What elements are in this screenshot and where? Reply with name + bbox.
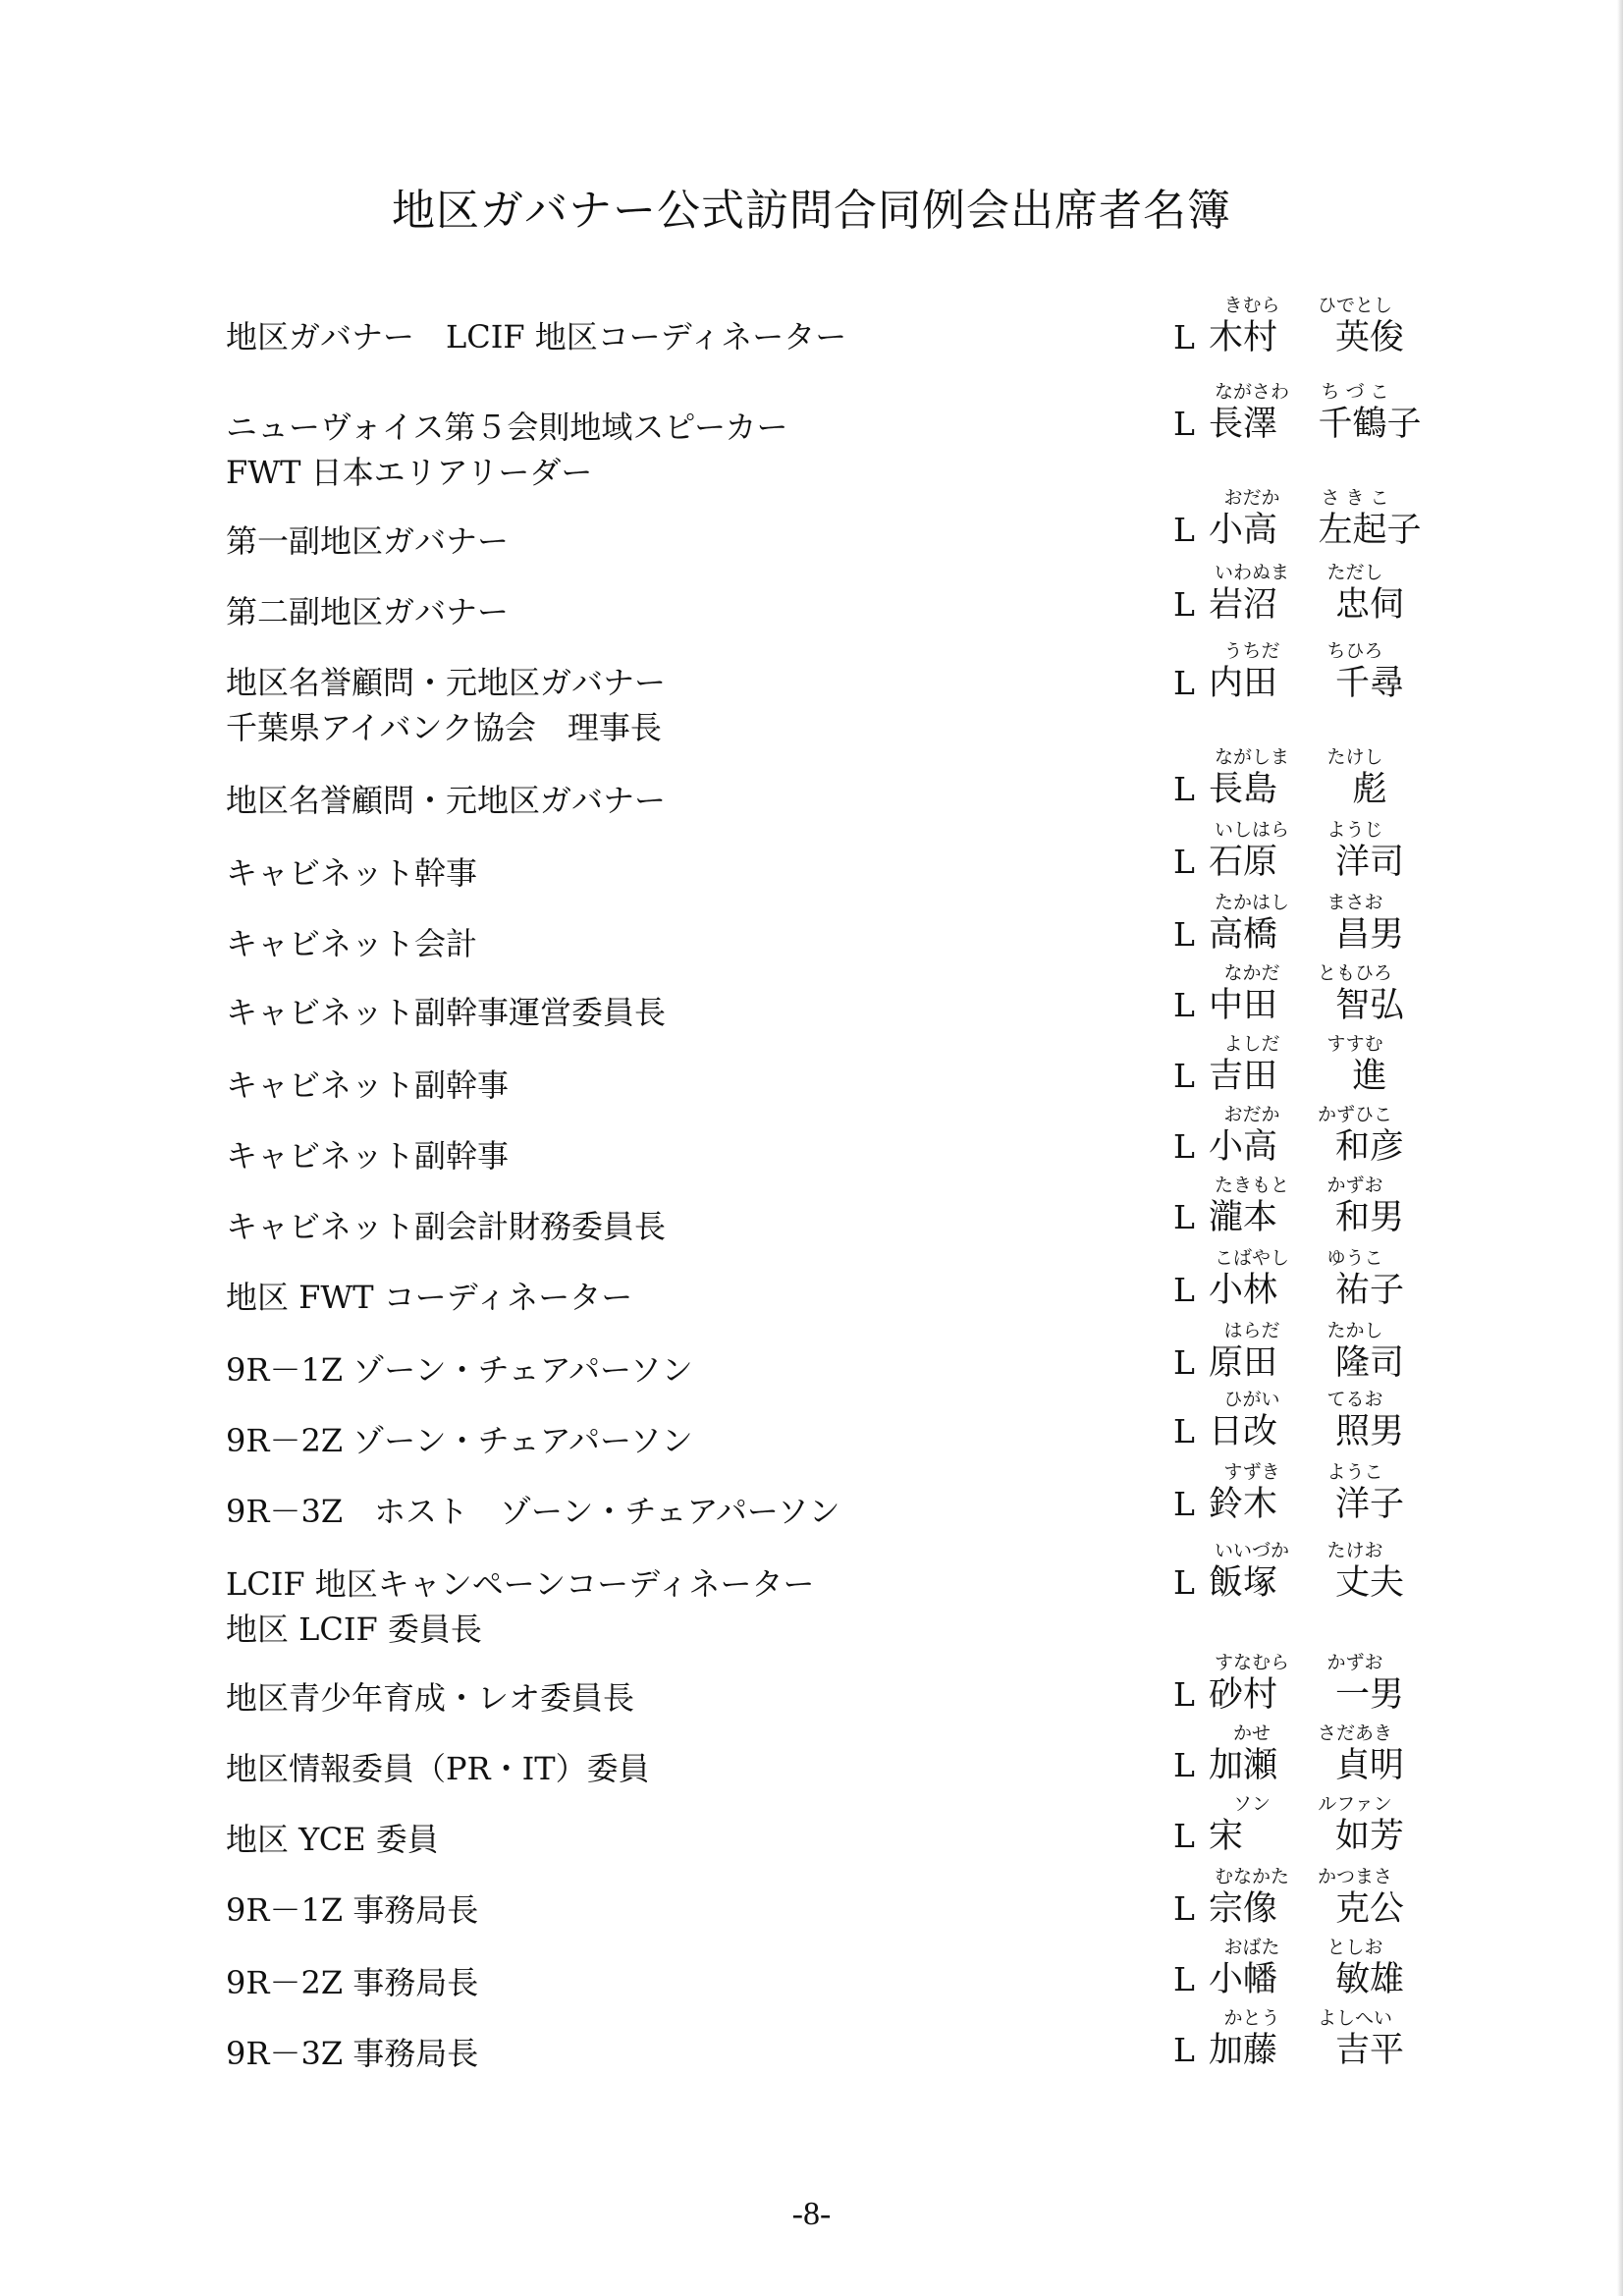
role-title-line: 9R－3Z ホスト ゾーン・チェアパーソン: [226, 1493, 840, 1530]
given-name: 千尋: [1334, 664, 1404, 703]
role-title-line: 9R－3Z 事務局長: [226, 2035, 479, 2072]
role-title-line: 地区名誉顧問・元地区ガバナー: [226, 664, 667, 701]
role-title-line: 千葉県アイバンク協会 理事長: [226, 709, 662, 746]
role-title: [226, 1275, 632, 1320]
family-name-reading: ながさわ: [1214, 381, 1289, 403]
given-name-reading: かずお: [1326, 1175, 1383, 1196]
role-title-line: 9R－1Z ゾーン・チェアパーソン: [226, 1351, 693, 1389]
family-name: 小高: [1209, 511, 1278, 550]
role-title: [226, 990, 666, 1035]
family-name: 岩沼: [1209, 585, 1278, 625]
role-title-line: 第二副地区ガバナー: [226, 593, 510, 630]
role-title-line: 9R－2Z 事務局長: [226, 1964, 479, 2001]
lion-prefix: L: [1173, 1271, 1195, 1309]
family-name: 加瀬: [1209, 1746, 1278, 1785]
given-name: 進: [1352, 1057, 1387, 1096]
role-title-line: キャビネット副幹事: [226, 1066, 510, 1104]
role-title-line: FWT 日本エリアリーダー: [226, 454, 593, 491]
family-name: 日改: [1209, 1412, 1278, 1451]
role-title: [226, 660, 666, 750]
given-name: 洋司: [1334, 843, 1404, 882]
family-name-reading: うちだ: [1223, 640, 1280, 662]
family-name: 長島: [1209, 770, 1278, 809]
given-name-reading: さだあき: [1317, 1722, 1392, 1744]
family-name-reading: ソン: [1232, 1793, 1271, 1815]
family-name: 長澤: [1209, 405, 1278, 444]
given-name-reading: かずお: [1326, 1652, 1383, 1673]
member-name: [1173, 2007, 1429, 2105]
family-name: 飯塚: [1209, 1563, 1278, 1603]
family-name: 中田: [1209, 986, 1278, 1025]
role-title: [226, 1960, 478, 2005]
lion-prefix: L: [1173, 915, 1195, 954]
family-name: 瀧本: [1209, 1198, 1278, 1237]
role-title-line: 第一副地区ガバナー: [226, 522, 510, 560]
given-name-reading: ようじ: [1326, 819, 1383, 841]
given-name: 祐子: [1334, 1271, 1404, 1310]
role-title: [226, 1887, 478, 1933]
family-name: 小幡: [1209, 1960, 1278, 1999]
family-name-reading: いいづか: [1214, 1540, 1289, 1561]
lion-prefix: L: [1173, 585, 1195, 624]
given-name: 一男: [1334, 1675, 1404, 1715]
role-title-line: ニューヴォイス第５会則地域スピーカー: [226, 409, 788, 446]
family-name-reading: ながしま: [1214, 746, 1289, 768]
family-name-reading: ひがい: [1223, 1389, 1280, 1410]
given-name: 和彦: [1334, 1127, 1404, 1167]
family-name-reading: おだか: [1223, 487, 1280, 509]
lion-prefix: L: [1173, 1960, 1195, 1998]
role-title: [226, 850, 477, 896]
lion-prefix: L: [1173, 1675, 1195, 1714]
role-title: [226, 1133, 509, 1178]
given-name-reading: ルファン: [1318, 1793, 1392, 1815]
role-title-line: 地区 LCIF 委員長: [226, 1611, 482, 1648]
member-name: [1173, 295, 1429, 393]
family-name-reading: はらだ: [1223, 1320, 1280, 1341]
member-name: [1173, 640, 1429, 738]
role-title-line: キャビネット会計: [226, 925, 478, 962]
role-title: [226, 1675, 634, 1721]
family-name-reading: すなむら: [1214, 1652, 1289, 1673]
family-name: 宗像: [1209, 1889, 1278, 1929]
lion-prefix: L: [1173, 318, 1195, 356]
given-name-reading: まさお: [1326, 892, 1383, 913]
role-title-line: キャビネット副幹事: [226, 1137, 510, 1175]
given-name-reading: ひでとし: [1317, 295, 1392, 316]
family-name-reading: よしだ: [1223, 1033, 1280, 1055]
given-name: 隆司: [1334, 1343, 1404, 1383]
given-name-reading: かつまさ: [1317, 1866, 1392, 1887]
family-name: 原田: [1209, 1343, 1278, 1383]
given-name: 克公: [1334, 1889, 1404, 1929]
role-title-line: 地区 YCE 委員: [226, 1821, 439, 1858]
member-name: [1173, 381, 1429, 479]
role-title: [226, 405, 787, 495]
lion-prefix: L: [1173, 1746, 1195, 1784]
given-name-reading: すすむ: [1326, 1033, 1383, 1055]
role-title: [226, 921, 477, 966]
lion-prefix: L: [1173, 1127, 1195, 1166]
lion-prefix: L: [1173, 1412, 1195, 1450]
role-title: [226, 1746, 650, 1791]
lion-prefix: L: [1173, 843, 1195, 881]
lion-prefix: L: [1173, 986, 1195, 1024]
role-title-line: 地区情報委員（PR・IT）委員: [226, 1750, 650, 1787]
role-title: [226, 1817, 439, 1862]
given-name: 昌男: [1334, 915, 1404, 955]
given-name: 和男: [1334, 1198, 1404, 1237]
family-name-reading: かとう: [1223, 2007, 1280, 2029]
role-title: [226, 1347, 693, 1393]
role-title-line: 地区名誉顧問・元地区ガバナー: [226, 782, 667, 819]
lion-prefix: L: [1173, 664, 1195, 702]
lion-prefix: L: [1173, 1485, 1195, 1523]
role-title: [226, 2031, 478, 2076]
given-name: 丈夫: [1334, 1563, 1404, 1603]
family-name-reading: おだか: [1223, 1104, 1280, 1125]
role-title-line: 地区 FWT コーディネーター: [226, 1279, 633, 1316]
document-title: 地区ガバナー公式訪問合同例会出席者名簿: [392, 186, 1231, 236]
given-name: 如芳: [1334, 1817, 1404, 1856]
family-name-reading: なかだ: [1223, 962, 1280, 984]
given-name-reading: たけし: [1326, 746, 1383, 768]
family-name-reading: きむら: [1223, 295, 1280, 316]
lion-prefix: L: [1173, 770, 1195, 808]
family-name: 高橋: [1209, 915, 1278, 955]
role-title-line: キャビネット副会計財務委員長: [226, 1208, 667, 1245]
lion-prefix: L: [1173, 511, 1195, 549]
lion-prefix: L: [1173, 1343, 1195, 1382]
given-name: 左起子: [1318, 511, 1422, 550]
role-title: [226, 1561, 815, 1652]
family-name-reading: たきもと: [1214, 1175, 1289, 1196]
given-name-reading: よしへい: [1317, 2007, 1392, 2029]
given-name-reading: たかし: [1326, 1320, 1383, 1341]
given-name: 忠伺: [1334, 585, 1404, 625]
role-title: [226, 589, 509, 634]
role-title: [226, 314, 846, 359]
role-title-line: キャビネット副幹事運営委員長: [226, 994, 667, 1031]
given-name: 彪: [1352, 770, 1387, 809]
given-name-reading: さ き こ: [1321, 487, 1389, 509]
page-number: -8-: [791, 2196, 832, 2232]
given-name-reading: かずひこ: [1317, 1104, 1392, 1125]
given-name: 照男: [1334, 1412, 1404, 1451]
family-name: 小林: [1209, 1271, 1278, 1310]
lion-prefix: L: [1173, 1889, 1195, 1928]
family-name-reading: こばやし: [1214, 1247, 1289, 1269]
family-name: 木村: [1209, 318, 1278, 357]
lion-prefix: L: [1173, 1563, 1195, 1602]
given-name: 貞明: [1334, 1746, 1404, 1785]
role-title: [226, 1489, 840, 1534]
family-name: 石原: [1209, 843, 1278, 882]
lion-prefix: L: [1173, 1057, 1195, 1095]
family-name-reading: たかはし: [1214, 892, 1289, 913]
family-name-reading: いわぬま: [1214, 562, 1289, 583]
family-name: 宋: [1209, 1817, 1244, 1856]
family-name: 小高: [1209, 1127, 1278, 1167]
given-name: 洋子: [1334, 1485, 1404, 1524]
given-name-reading: てるお: [1326, 1389, 1383, 1410]
given-name-reading: ちひろ: [1326, 640, 1383, 662]
role-title-line: 9R－2Z ゾーン・チェアパーソン: [226, 1422, 693, 1459]
role-title: [226, 519, 509, 564]
family-name: 加藤: [1209, 2031, 1278, 2070]
role-title-line: 9R－1Z 事務局長: [226, 1891, 479, 1929]
role-title-line: キャビネット幹事: [226, 854, 478, 892]
given-name-reading: ただし: [1326, 562, 1383, 583]
lion-prefix: L: [1173, 1198, 1195, 1236]
role-title: [226, 1063, 509, 1108]
given-name: 智弘: [1334, 986, 1404, 1025]
lion-prefix: L: [1173, 1817, 1195, 1855]
family-name: 内田: [1209, 664, 1278, 703]
lion-prefix: L: [1173, 2031, 1195, 2069]
role-title-line: LCIF 地区キャンペーンコーディネーター: [226, 1565, 815, 1603]
given-name: 英俊: [1334, 318, 1404, 357]
given-name: 敏雄: [1334, 1960, 1404, 1999]
role-title-line: 地区ガバナー LCIF 地区コーディネーター: [226, 318, 847, 355]
role-title: [226, 1204, 666, 1249]
family-name: 砂村: [1209, 1675, 1278, 1715]
given-name-reading: ともひろ: [1317, 962, 1392, 984]
family-name-reading: すずき: [1223, 1461, 1280, 1483]
family-name: 吉田: [1209, 1057, 1278, 1096]
given-name-reading: ようこ: [1326, 1461, 1383, 1483]
role-title: [226, 778, 666, 823]
lion-prefix: L: [1173, 405, 1195, 443]
family-name-reading: おばた: [1223, 1937, 1280, 1958]
family-name-reading: いしはら: [1214, 819, 1289, 841]
family-name: 鈴木: [1209, 1485, 1278, 1524]
given-name-reading: たけお: [1326, 1540, 1383, 1561]
given-name-reading: としお: [1326, 1937, 1383, 1958]
given-name-reading: ち づ こ: [1321, 381, 1389, 403]
given-name: 吉平: [1334, 2031, 1404, 2070]
family-name-reading: かせ: [1232, 1722, 1271, 1744]
given-name: 千鶴子: [1318, 405, 1422, 444]
role-title: [226, 1418, 693, 1463]
page-edge-shadow: [1617, 0, 1623, 2296]
family-name-reading: むなかた: [1214, 1866, 1289, 1887]
member-name: [1173, 1540, 1429, 1638]
given-name-reading: ゆうこ: [1326, 1247, 1383, 1269]
role-title-line: 地区青少年育成・レオ委員長: [226, 1679, 635, 1717]
